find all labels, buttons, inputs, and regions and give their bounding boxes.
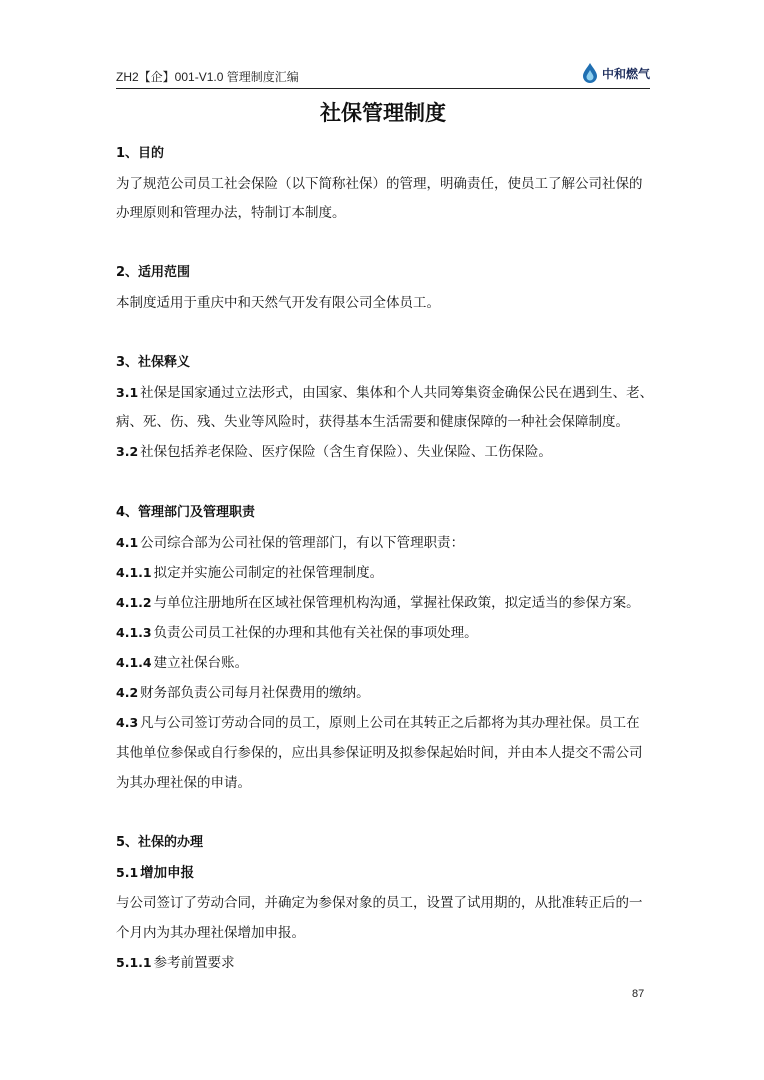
paragraph-line: 为了规范公司员工社会保险（以下简称社保）的管理，明确责任，使员工了解公司社保的 [116,176,643,192]
paragraph-line: 病、死、伤、残、失业等风险时，获得基本生活需要和健康保障的一种社会保障制度。 [116,414,629,430]
paragraph-line: 其他单位参保或自行参保的，应出具参保证明及拟参保起始时间，并由本人提交不需公司 [116,745,643,761]
flame-drop-icon [581,62,599,84]
clause-4-2 [116,684,370,702]
header-text: ZH2【企】001-V1.0 管理制度汇编 [116,70,299,84]
clause-text: 社保包括养老保险、医疗保险（含生育保险）、失业保险、工伤保险。 [140,444,552,460]
clause-number: 5.1 [116,865,139,880]
clause-text: 公司综合部为公司社保的管理部门，有以下管理职责： [140,535,465,551]
clause-text: 财务部负责公司每月社保费用的缴纳。 [140,685,370,701]
clause-4-1-2 [116,594,640,612]
clause-5-1 [116,864,194,882]
clause-text: 建立社保台账。 [153,655,249,671]
clause-3-2 [116,443,552,461]
paragraph-line: 为其办理社保的申请。 [116,775,251,791]
company-logo [581,62,650,84]
clause-number: 4.1.4 [116,655,152,670]
clause-number: 4.1.2 [116,595,152,610]
clause-4-1 [116,534,464,552]
section-heading-3: 3、社保释义 [116,355,191,370]
paragraph-line: 本制度适用于重庆中和天然气开发有限公司全体员工。 [116,295,440,311]
section-heading-2: 2、适用范围 [116,265,191,280]
page-header [116,60,650,89]
clause-number: 3.1 [116,385,139,400]
clause-number: 4.1 [116,535,139,550]
clause-4-1-1 [116,564,383,582]
clause-3-1 [116,384,653,402]
page-title: 社保管理制度 [320,101,446,125]
clause-number: 4.1.1 [116,565,152,580]
clause-text: 凡与公司签订劳动合同的员工，原则上公司在其转正之后都将为其办理社保。员工在 [140,715,640,731]
paragraph-line: 与公司签订了劳动合同，并确定为参保对象的员工，设置了试用期的，从批准转正后的一 [116,895,643,911]
clause-number: 5.1.1 [116,955,152,970]
paragraph-line: 个月内为其办理社保增加申报。 [116,925,305,941]
clause-text: 拟定并实施公司制定的社保管理制度。 [153,565,384,581]
clause-title: 增加申报 [140,865,195,881]
clause-number: 4.3 [116,715,139,730]
logo-text: 中和燃气 [601,66,650,81]
clause-number: 3.2 [116,444,139,459]
clause-5-1-1 [116,954,235,972]
section-heading-4: 4、管理部门及管理职责 [116,505,256,520]
page-number: 87 [632,988,645,1000]
clause-4-3 [116,714,640,732]
clause-4-1-3 [116,624,478,642]
clause-number: 4.2 [116,685,139,700]
clause-text: 与单位注册地所在区域社保管理机构沟通，掌握社保政策，拟定适当的参保方案。 [153,595,640,611]
section-heading-1: 1、目的 [116,146,165,161]
clause-text: 参考前置要求 [153,955,235,971]
clause-number: 4.1.3 [116,625,152,640]
section-heading-5: 5、社保的办理 [116,835,204,850]
clause-text: 负责公司员工社保的办理和其他有关社保的事项处理。 [153,625,478,641]
paragraph-line: 办理原则和管理办法，特制订本制度。 [116,205,346,221]
clause-4-1-4 [116,654,248,672]
clause-text: 社保是国家通过立法形式，由国家、集体和个人共同筹集资金确保公民在遇到生、老、 [140,385,654,401]
